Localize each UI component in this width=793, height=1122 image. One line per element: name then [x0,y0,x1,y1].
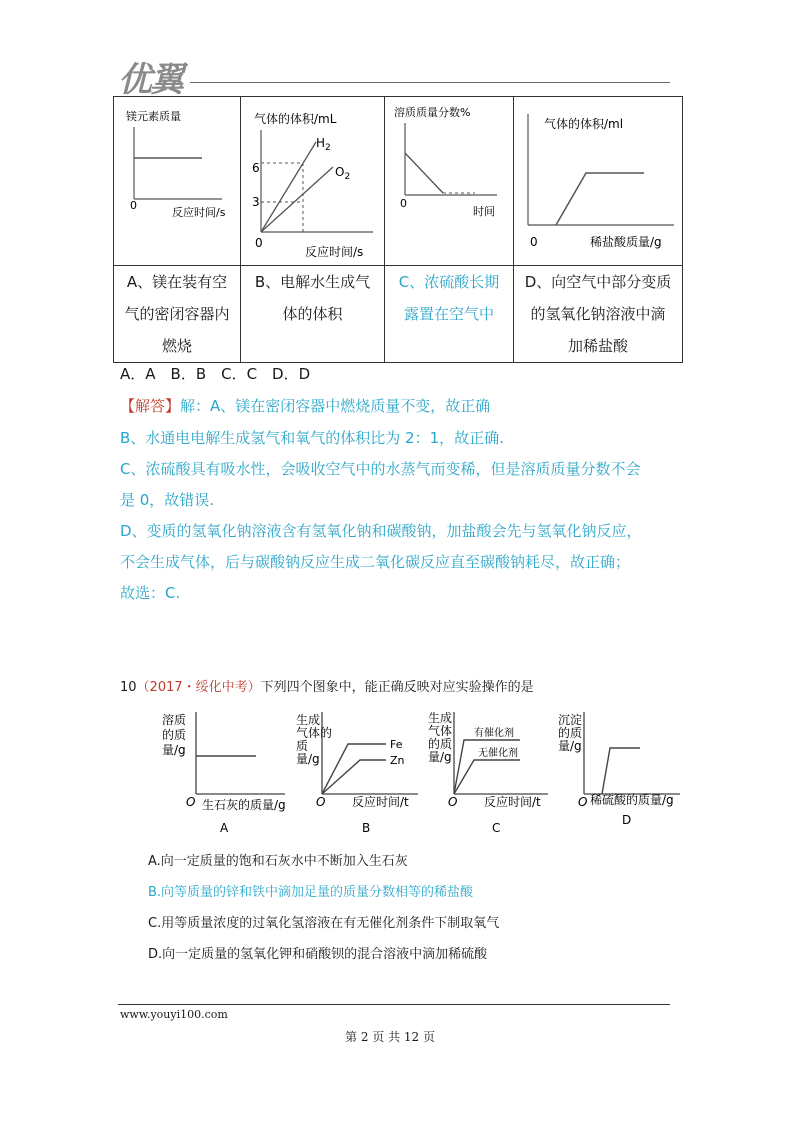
q9c-xlabel: 时间 [473,205,495,218]
q9-graph-d-cell [514,97,683,266]
q9b-tick-6: 6 [252,161,260,175]
q10d-letter: D [622,813,632,827]
q10d-xlabel: 稀硫酸的质量/g [590,793,674,807]
q9d-ylabel: 气体的体积/ml [544,117,624,131]
q10-source: （2017・绥化中考） [136,680,261,695]
q10b-zn-label: Zn [390,754,405,767]
q9-answer-line-4: 是 0，故错误. [120,491,215,509]
caption-line: 加稀盐酸 [567,337,628,355]
q10b-origin: O [316,795,326,809]
q9-answer-line-3: C、浓硫酸具有吸水性，会吸收空气中的水蒸气而变稀，但是溶质质量分数不会 [120,460,641,478]
q10d-origin: O [578,795,588,809]
q9-option-table [113,96,683,363]
q10a-origin: O [186,795,196,809]
logo: 优翼 [118,60,182,100]
q10c-nocat-label: 无催化剂 [478,748,518,759]
q10b-xlabel: 反应时间/t [352,795,409,809]
q9-graph-b-cell [241,97,385,266]
footer-page-number: 第 2 页 共 12 页 [345,1030,435,1044]
q9-answer-line-6: 不会生成气体，后与碳酸钠反应生成二氧化碳反应直至碳酸钠耗尽，故正确； [120,553,631,571]
q10c-ylabel-3: 的质 [428,737,453,751]
q10c-xlabel: 反应时间/t [484,795,541,809]
q10b-letter: B [362,821,371,835]
caption-line: 体的体积 [282,305,343,323]
q9b-ylabel: 气体的体积/mL [254,112,337,126]
q9-answer-line-2: B、水通电电解生成氢气和氧气的体积比为 2：1，故正确. [120,429,504,447]
q9d-origin: 0 [530,235,538,249]
q9d-xlabel: 稀盐酸质量/g [590,235,662,249]
footer-url: www.youyi100.com [120,1008,228,1021]
caption-line: B、电解水生成气 [254,273,371,291]
caption-line: 气的密闭容器内 [124,305,230,323]
q9-answer-line-7: 故选：C. [120,584,181,602]
caption-line: 的氢氧化钠溶液中滴 [530,305,666,323]
q9a-ylabel: 镁元素质量 [126,110,181,123]
q10b-ylabel-1: 生成 [296,713,321,727]
q10c-ylabel-2: 气体 [428,724,453,738]
q10b-fe-curve [322,744,386,794]
q10a-xlabel: 生石灰的质量/g [202,798,286,812]
footer-divider [118,1004,670,1005]
q10d-curve [602,748,640,794]
q9c-ylabel: 溶质质量分数% [394,106,471,119]
caption-line: C、浓硫酸长期 [398,273,500,291]
q9-answer-line-1 [120,396,490,416]
caption-line: 燃烧 [161,337,192,355]
q10c-cat-label: 有催化剂 [474,728,514,739]
q10c-letter: C [492,821,501,835]
q9-options: A．A B．B C．C D．D [120,365,311,383]
q9-graph-c-cell [385,97,514,266]
q9b-tick-3: 3 [252,195,260,209]
q10a-ylabel-3: 量/g [162,743,186,757]
q9b-origin: 0 [255,236,263,250]
answer-tag: 【解答】 [120,397,181,415]
q10d-ylabel-3: 量/g [558,739,582,753]
q10-graph-c [428,710,548,835]
q9b-o2-line [261,167,333,232]
q9d-curve [556,173,644,225]
q10b-fe-label: Fe [390,738,403,751]
q9-graph-b [241,97,385,261]
q10d-ylabel-1: 沉淀 [558,713,583,727]
q10-stem-text: 下列四个图象中，能正确反映对应实验操作的是 [260,680,534,695]
q10-graph-d [558,712,680,827]
q10a-ylabel-1: 溶质 [162,713,187,727]
q10-graph-a [162,712,286,835]
q9c-curve [405,153,443,193]
q9-caption-c [385,266,514,363]
q9-graph-c [385,97,514,261]
header-divider [190,82,670,83]
caption-line: A、镁在装有空 [126,273,228,291]
q9-caption-d [514,266,683,363]
q9-graph-a-cell [114,97,241,266]
q9a-origin: 0 [130,199,137,212]
q10-option-d: D.向一定质量的氢氧化钾和硝酸钡的混合溶液中滴加稀硫酸 [148,947,488,962]
q9-answer-line-5: D、变质的氢氧化钠溶液含有氢氧化钠和碳酸钠，加盐酸会先与氢氧化钠反应， [120,522,642,540]
q9b-xlabel: 反应时间/s [305,245,364,259]
q10d-ylabel-2: 的质 [558,726,583,740]
q10a-letter: A [220,821,229,835]
q10-graph-b [296,712,418,835]
q9c-origin: 0 [400,197,407,210]
q9-graph-d [514,97,683,261]
q9-caption-a [114,266,241,363]
q10c-nocat-curve [454,760,520,794]
caption-line: D、向空气中部分变质 [524,273,672,291]
q10-option-c: C.用等质量浓度的过氧化氢溶液在有无催化剂条件下制取氧气 [148,916,500,931]
q9-caption-b [241,266,385,363]
q9b-h2-line [261,142,316,232]
q10b-ylabel-2: 气体的 [296,726,333,740]
q10b-ylabel-4: 量/g [296,752,320,766]
q10-stem [120,678,534,698]
q10b-ylabel-3: 质 [296,739,309,753]
answer-text: 解：A、镁在密闭容器中燃烧质量不变，故正确 [180,397,491,415]
q10c-origin: O [448,795,458,809]
q9a-xlabel: 反应时间/s [172,206,226,219]
q10-number: 10 [120,680,137,695]
q10a-ylabel-2: 的质 [162,728,187,742]
q10-option-a: A.向一定质量的饱和石灰水中不断加入生石灰 [148,854,408,869]
q10-option-b: B.向等质量的锌和铁中滴加足量的质量分数相等的稀盐酸 [148,885,474,900]
q9-graph-a [114,97,241,261]
caption-line: 露置在空气中 [403,305,494,323]
q10-figure [150,706,690,840]
q9b-o2-label: $O_2$ [335,165,351,182]
q9b-h2-label: $H_2$ [316,136,331,153]
q10c-ylabel-4: 量/g [428,750,452,764]
q10c-ylabel-1: 生成 [428,711,453,725]
